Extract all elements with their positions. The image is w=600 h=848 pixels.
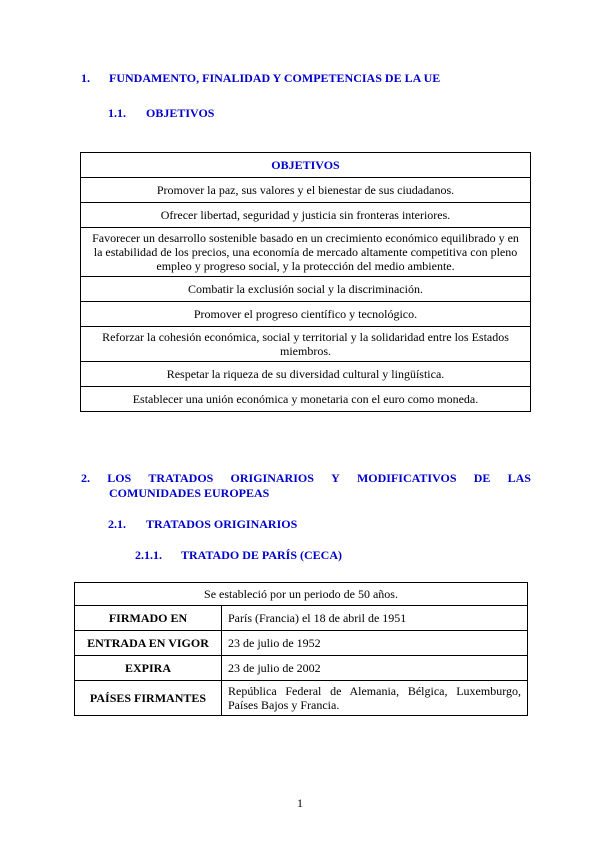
page-number: 1	[297, 796, 303, 810]
section-2-1-number: 2.1.	[108, 517, 126, 531]
objective-row: Combatir la exclusión social y la discriminación.	[81, 277, 531, 302]
section-1-number: 1.	[81, 71, 90, 85]
expires-value: 23 de julio de 2002	[222, 656, 528, 681]
entry-label: ENTRADA EN VIGOR	[75, 631, 222, 656]
section-1-1-title: OBJETIVOS	[146, 106, 215, 120]
signed-value: París (Francia) el 18 de abril de 1951	[222, 606, 528, 631]
section-2-title-word: DE	[473, 471, 491, 485]
section-2-title-word: ORIGINARIOS	[230, 471, 314, 485]
objective-row: Respetar la riqueza de su diversidad cultural y lingüística.	[81, 362, 531, 387]
paris-table-note: Se estableció por un periodo de 50 años.	[75, 583, 528, 606]
section-1-1-heading	[108, 106, 214, 121]
countries-value: República Federal de Alemania, Bélgica, Luxemburgo, Países Bajos y Francia.	[222, 681, 528, 716]
objective-row: Favorecer un desarrollo sostenible basado en un crecimiento económico equilibrado y en la estabilidad de los precios, una economía de mercado altamente competitiva con pleno empleo y progreso social, y la protección del medio ambiente.	[81, 228, 531, 277]
section-2-1-heading	[108, 517, 297, 532]
objectives-table-header: OBJETIVOS	[81, 153, 531, 178]
section-2-heading	[81, 471, 531, 501]
section-2-title-word: LOS	[107, 471, 132, 485]
objective-row: Establecer una unión económica y monetaria con el euro como moneda.	[81, 387, 531, 412]
expires-label: EXPIRA	[75, 656, 222, 681]
signed-label: FIRMADO EN	[75, 606, 222, 631]
section-1-heading	[81, 71, 531, 86]
section-2-1-title: TRATADOS ORIGINARIOS	[146, 517, 298, 531]
section-2-1-1-title: TRATADO DE PARÍS (CECA)	[181, 548, 343, 562]
section-1-title: FUNDAMENTO, FINALIDAD Y COMPETENCIAS DE LA UE	[109, 71, 441, 85]
section-2-title-word: Y	[331, 471, 340, 485]
section-2-1-1-heading	[135, 548, 342, 563]
section-2-title-line1	[81, 471, 531, 486]
objective-row: Promover el progreso científico y tecnológico.	[81, 302, 531, 327]
objective-row: Promover la paz, sus valores y el bienestar de sus ciudadanos.	[81, 178, 531, 203]
entry-value: 23 de julio de 1952	[222, 631, 528, 656]
section-2-number: 2.	[81, 471, 90, 485]
objective-row: Reforzar la cohesión económica, social y territorial y la solidaridad entre los Estados miembros.	[81, 327, 531, 362]
paris-treaty-table	[74, 582, 528, 716]
section-2-title-line2: COMUNIDADES EUROPEAS	[109, 486, 270, 500]
objective-row: Ofrecer libertad, seguridad y justicia sin fronteras interiores.	[81, 203, 531, 228]
section-2-1-1-number: 2.1.1.	[135, 548, 162, 562]
countries-label: PAÍSES FIRMANTES	[75, 681, 222, 716]
section-1-1-number: 1.1.	[108, 106, 126, 120]
section-2-title-word: LAS	[507, 471, 531, 485]
section-2-title-word: MODIFICATIVOS	[356, 471, 457, 485]
objectives-table	[80, 152, 531, 412]
section-2-title-word: TRATADOS	[148, 471, 214, 485]
